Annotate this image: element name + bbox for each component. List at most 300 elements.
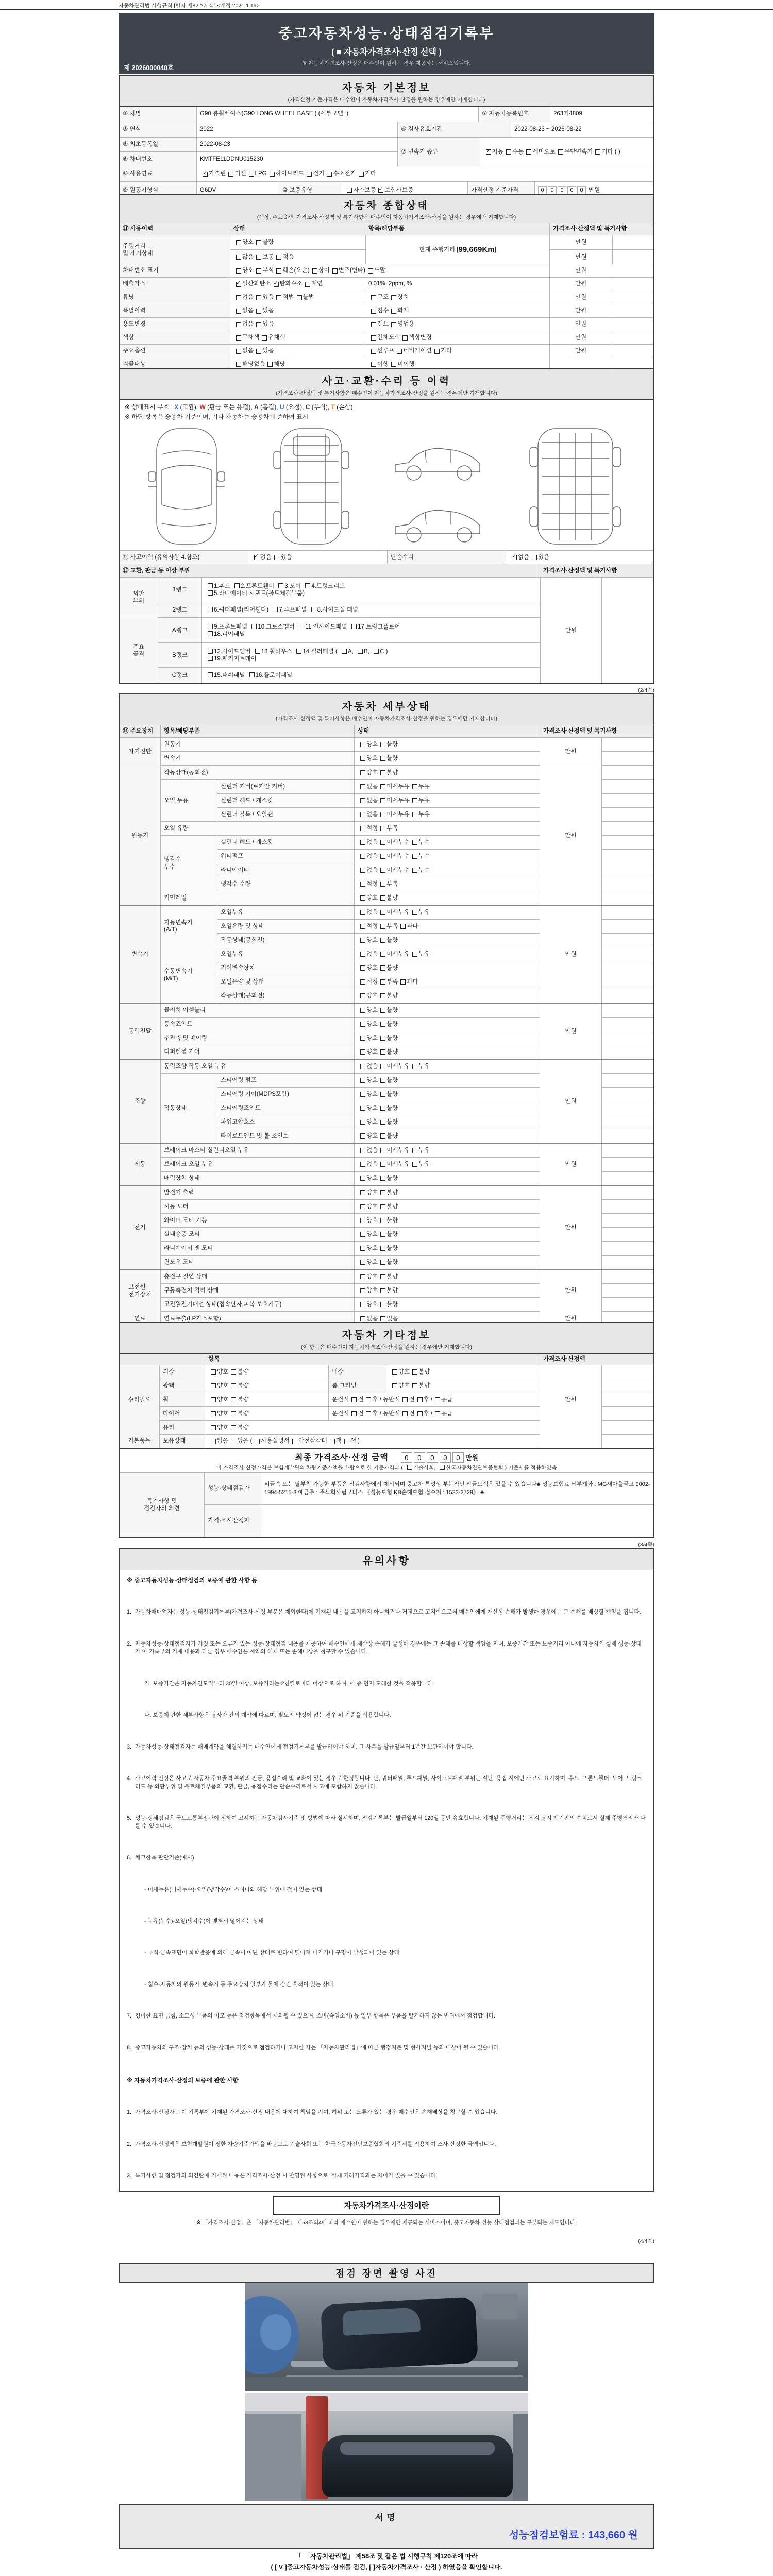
checkbox-unchecked[interactable] [380, 993, 385, 998]
table-row [120, 107, 653, 122]
checkbox-unchecked[interactable] [412, 910, 417, 915]
checkbox-unchecked[interactable] [360, 952, 365, 957]
notice-header [120, 1549, 653, 1570]
checkbox-unchecked[interactable] [360, 826, 365, 831]
checkbox-unchecked[interactable] [236, 295, 241, 300]
checkbox-unchecked[interactable] [360, 1022, 365, 1027]
checkbox-unchecked[interactable] [380, 1133, 385, 1139]
checkbox-unchecked[interactable] [412, 1383, 417, 1388]
checkbox-unchecked[interactable] [360, 854, 365, 859]
checkbox-unchecked[interactable] [506, 149, 511, 155]
device-group [120, 1144, 653, 1186]
checkbox-unchecked[interactable] [380, 952, 385, 957]
checkbox-unchecked[interactable] [412, 854, 417, 859]
checkbox-unchecked[interactable] [380, 938, 385, 943]
checkbox-unchecked[interactable] [380, 924, 385, 929]
price-digit: 0 [414, 1452, 425, 1463]
car-top-exterior-diagram [140, 425, 233, 548]
field-value: 없음 있음 ( 사용설명서 안전삼각대 잭 잭 ) [205, 1435, 540, 1448]
section-title: 자동차 기본정보 [342, 82, 431, 94]
table-row [602, 822, 653, 836]
checkbox-unchecked[interactable] [360, 1120, 365, 1125]
checkbox-unchecked[interactable] [360, 1260, 365, 1265]
item-label: 와이퍼 모터 기능 [161, 1214, 355, 1227]
checkbox-unchecked[interactable] [360, 1078, 365, 1083]
checkbox-checked[interactable] [203, 172, 208, 177]
checkbox-unchecked[interactable] [380, 895, 385, 901]
checkbox-unchecked[interactable] [297, 295, 302, 300]
rank-label: 2랭크 [158, 602, 202, 617]
field-value: 2022-08-23 ~ 2026-08-22 [511, 122, 653, 137]
checkbox-unchecked[interactable] [380, 1246, 385, 1251]
table-row [160, 1365, 540, 1379]
checkbox-unchecked[interactable] [360, 979, 365, 985]
checkbox-unchecked[interactable] [407, 1465, 412, 1470]
checkbox-unchecked[interactable] [307, 172, 312, 177]
checkbox-unchecked[interactable] [236, 335, 241, 341]
checkbox-unchecked[interactable] [360, 1008, 365, 1013]
table-row [161, 738, 540, 752]
final-price-band: 최종 가격조사·산정 금액 0 0 0 0 0 만원 이 가격조사·산정가격은 보험개발원의 차량기준가액을 바탕으로 한 기준가격과 ( 기술사회, 한국자동차진단보증협회 ) 기준서를 적용하였음 [120, 1449, 653, 1473]
checkbox-checked[interactable] [512, 555, 517, 560]
checkbox-unchecked[interactable] [380, 1288, 385, 1293]
checkbox-unchecked[interactable] [360, 924, 365, 929]
item-label: 라디에이터 [217, 863, 355, 877]
item-state: 양호 불량 [355, 1270, 540, 1283]
checkbox-unchecked[interactable] [412, 812, 417, 817]
table-row [161, 1045, 540, 1059]
checkbox-unchecked[interactable] [231, 1369, 236, 1375]
item-state: 없음 미세누유 누유 [355, 1060, 540, 1073]
field-label: 주행거리 및 계기상태 [120, 235, 230, 264]
checkbox-unchecked[interactable] [332, 268, 338, 274]
checkbox-unchecked[interactable] [412, 1369, 417, 1375]
checkbox-unchecked[interactable] [347, 188, 352, 193]
notice-item: 5. 성능·상태점검은 국토교통부장관이 정하여 고시하는 자동차검사기준 및 방법에 따라 실시하며, 점검기록부는 발급일부터 120일 동안 유효합니다. 기재된 주행거리는 점검 당시 계기판의 수치로서 실제 주행거리와 다를 수 있습니다. [127, 1815, 646, 1829]
item-label: 브레이크 오일 누유 [161, 1158, 355, 1171]
checkbox-unchecked[interactable] [211, 1411, 216, 1416]
checkbox-unchecked[interactable] [276, 268, 281, 274]
checkbox-unchecked[interactable] [359, 172, 364, 177]
item-label: 변속기 [161, 752, 355, 765]
rank-items: 6.쿼터패널(리어휀다) 7.루프패널 8.사이드실 패널 [202, 602, 540, 617]
checkbox-unchecked[interactable] [558, 149, 563, 155]
checkbox-unchecked[interactable] [417, 1397, 423, 1402]
checkbox-unchecked[interactable] [360, 1176, 365, 1181]
document-number: 제 2026000040호 [124, 64, 174, 72]
field-value: 없음 있음 [230, 304, 365, 317]
table-row [602, 1393, 653, 1407]
checkbox-unchecked[interactable] [380, 1148, 385, 1153]
checkbox-unchecked[interactable] [380, 1120, 385, 1125]
checkbox-unchecked[interactable] [249, 672, 255, 677]
device-group [120, 738, 653, 766]
checkbox-unchecked[interactable] [380, 1260, 385, 1265]
checkbox-unchecked[interactable] [256, 240, 261, 245]
checkbox-unchecked[interactable] [351, 1397, 357, 1402]
price-cell: 만원 [550, 304, 612, 317]
item-state: 양호 불량 [355, 1031, 540, 1045]
checkbox-unchecked[interactable] [380, 1049, 385, 1055]
table-row [217, 1101, 540, 1115]
checkbox-unchecked[interactable] [296, 649, 301, 654]
checkbox-unchecked[interactable] [360, 812, 365, 817]
checkbox-unchecked[interactable] [402, 1397, 408, 1402]
field-value: ✓ 자동 수동 세미오토 무단변속기 기타 ( ) [480, 138, 653, 166]
checkbox-unchecked[interactable] [208, 656, 213, 661]
table-cell: 상태 [355, 725, 540, 737]
checkbox-unchecked[interactable] [380, 770, 385, 775]
checkbox-unchecked[interactable] [360, 1246, 365, 1251]
checkbox-unchecked[interactable] [380, 1022, 385, 1027]
rank-label: A랭크 [158, 618, 202, 642]
checkbox-unchecked[interactable] [360, 770, 365, 775]
device-group [120, 1004, 653, 1060]
checkbox-unchecked[interactable] [360, 868, 365, 873]
checkbox-unchecked[interactable] [255, 1439, 260, 1444]
checkbox-unchecked[interactable] [526, 149, 531, 155]
field-label: 유리 [160, 1421, 205, 1434]
checkbox-unchecked[interactable] [402, 1411, 408, 1416]
checkbox-unchecked[interactable] [371, 349, 376, 354]
checkbox-unchecked[interactable] [262, 335, 267, 341]
checkbox-unchecked[interactable] [402, 335, 408, 341]
checkbox-unchecked[interactable] [360, 1106, 365, 1111]
checkbox-unchecked[interactable] [256, 255, 261, 260]
checkbox-unchecked[interactable] [371, 335, 376, 341]
checkbox-unchecked[interactable] [371, 309, 376, 314]
field-value: 없음 있음 [230, 318, 365, 331]
checkbox-checked[interactable] [274, 282, 279, 287]
checkbox-unchecked[interactable] [360, 1288, 365, 1293]
checkbox-unchecked[interactable] [231, 1397, 236, 1402]
checkbox-unchecked[interactable] [360, 1302, 365, 1307]
item-state: 없음 미세누수 누수 [355, 836, 540, 849]
notice-item: 3. 자동차성능·상태점검자는 매매계약을 체결하려는 매수인에게 점검기록부를 발급하여야 하며, 그 사본을 발급일부터 1년간 보관하여야 합니다. [127, 1743, 474, 1750]
checkbox-unchecked[interactable] [412, 1148, 417, 1153]
checkbox-unchecked[interactable] [412, 952, 417, 957]
field-value: ✓ 일산화탄소 ✓ 탄화수소 매연 [230, 278, 365, 291]
checkbox-unchecked[interactable] [360, 784, 365, 789]
checkbox-unchecked[interactable] [305, 282, 310, 287]
checkbox-unchecked[interactable] [360, 1092, 365, 1097]
checkbox-unchecked[interactable] [236, 240, 241, 245]
checkbox-unchecked[interactable] [380, 1106, 385, 1111]
checkbox-unchecked[interactable] [360, 756, 365, 761]
checkbox-unchecked[interactable] [371, 322, 376, 327]
checkbox-unchecked[interactable] [360, 882, 365, 887]
checkbox-unchecked[interactable] [274, 555, 279, 560]
checkbox-unchecked[interactable] [231, 1383, 236, 1388]
item-state: 양호 불량 [355, 1242, 540, 1255]
notice-item: - 누유(누수)-오일(냉각수)이 맺혀서 떨어지는 상태 [144, 1918, 264, 1925]
checkbox-unchecked[interactable] [360, 1133, 365, 1139]
checkbox-unchecked[interactable] [400, 924, 406, 929]
checkbox-unchecked[interactable] [380, 1092, 385, 1097]
checkbox-unchecked[interactable] [380, 1064, 385, 1069]
table-row [217, 863, 540, 877]
checkbox-unchecked[interactable] [360, 1316, 365, 1321]
checkbox-unchecked[interactable] [380, 742, 385, 747]
checkbox-unchecked[interactable] [236, 255, 241, 260]
checkbox-unchecked[interactable] [351, 1411, 357, 1416]
checkbox-unchecked[interactable] [276, 255, 281, 260]
checkbox-unchecked[interactable] [231, 1439, 236, 1444]
device-group [120, 906, 653, 1004]
checkbox-unchecked[interactable] [380, 798, 385, 803]
checkbox-unchecked[interactable] [360, 1036, 365, 1041]
car-diagrams [120, 422, 653, 551]
checkbox-unchecked[interactable] [371, 362, 376, 367]
checkbox-unchecked[interactable] [208, 607, 213, 612]
damage-code: T [331, 403, 335, 411]
checkbox-checked[interactable] [378, 188, 383, 193]
item-state: 양호 불량 [355, 1018, 540, 1031]
page-marker-3: (3/4쪽) [638, 1541, 654, 1548]
checkbox-unchecked[interactable] [292, 1439, 297, 1444]
checkbox-unchecked[interactable] [368, 268, 373, 274]
table-row [161, 1004, 540, 1018]
table-row [120, 551, 653, 564]
checkbox-unchecked[interactable] [360, 895, 365, 901]
price-cell: 만원 [550, 318, 612, 331]
checkbox-unchecked[interactable] [366, 1397, 371, 1402]
checkbox-unchecked[interactable] [374, 649, 379, 654]
checkbox-unchecked[interactable] [231, 1411, 236, 1416]
checkbox-unchecked[interactable] [380, 1316, 385, 1321]
item-state: 양호 불량 [355, 1129, 540, 1143]
checkbox-unchecked[interactable] [256, 268, 261, 274]
checkbox-unchecked[interactable] [234, 583, 240, 588]
field-label: 광택 [160, 1379, 205, 1393]
checkbox-unchecked[interactable] [435, 1411, 440, 1416]
checkbox-unchecked[interactable] [360, 1162, 365, 1167]
title-band [119, 13, 654, 74]
checkbox-unchecked[interactable] [380, 1036, 385, 1041]
checkbox-unchecked[interactable] [351, 624, 357, 629]
checkbox-unchecked[interactable] [380, 910, 385, 915]
checkbox-unchecked[interactable] [327, 172, 332, 177]
checkbox-unchecked[interactable] [236, 349, 241, 354]
checkbox-unchecked[interactable] [397, 349, 402, 354]
checkbox-unchecked[interactable] [360, 1232, 365, 1237]
checkbox-unchecked[interactable] [360, 1148, 365, 1153]
checkbox-unchecked[interactable] [276, 295, 281, 300]
checkbox-unchecked[interactable] [380, 854, 385, 859]
checkbox-unchecked[interactable] [312, 268, 317, 274]
checkbox-unchecked[interactable] [391, 362, 396, 367]
checkbox-unchecked[interactable] [360, 1218, 365, 1223]
checkbox-unchecked[interactable] [380, 1176, 385, 1181]
item-label: 발전기 출력 [161, 1186, 355, 1199]
checkbox-unchecked[interactable] [412, 784, 417, 789]
checkbox-unchecked[interactable] [434, 349, 440, 354]
checkbox-unchecked[interactable] [595, 149, 600, 155]
checkbox-unchecked[interactable] [380, 979, 385, 985]
checkbox-unchecked[interactable] [270, 172, 275, 177]
item-label: 실린더 헤드 / 개스킷 [217, 794, 355, 807]
field-label: ⑫ 사고이력 (유의사항 4.참조) [120, 551, 248, 564]
checkbox-unchecked[interactable] [380, 1078, 385, 1083]
checkbox-unchecked[interactable] [380, 965, 385, 971]
item-label: 냉각수 수량 [217, 877, 355, 891]
checkbox-unchecked[interactable] [344, 1439, 349, 1444]
checkbox-unchecked[interactable] [231, 1425, 236, 1430]
checkbox-unchecked[interactable] [330, 1439, 335, 1444]
checkbox-unchecked[interactable] [208, 631, 213, 636]
table-row [160, 1393, 540, 1407]
checkbox-unchecked[interactable] [412, 868, 417, 873]
checkbox-unchecked[interactable] [380, 784, 385, 789]
checkbox-unchecked[interactable] [267, 362, 273, 367]
table-row [602, 947, 653, 961]
checkbox-unchecked[interactable] [342, 649, 347, 654]
checkbox-unchecked[interactable] [380, 756, 385, 761]
checkbox-unchecked[interactable] [391, 322, 396, 327]
checkbox-unchecked[interactable] [391, 309, 396, 314]
checkbox-unchecked[interactable] [208, 624, 213, 629]
checkbox-unchecked[interactable] [278, 583, 283, 588]
checkbox-unchecked[interactable] [236, 322, 241, 327]
checkbox-unchecked[interactable] [236, 268, 241, 274]
section-subtitle: (이 항목은 매수인이 자동차가격조사·산정을 원하는 경우에만 기재합니다) [300, 1344, 473, 1350]
checkbox-unchecked[interactable] [211, 1369, 216, 1375]
field-value: G6DV [197, 182, 279, 198]
damage-code-legend: ※ 상태표시 부호 : X (교환), W (판금 또는 용접), A (흠집), U (요철), C (부식), T (손상) ※ 하단 항목은 승용차 기준이며, 기타 자동차는 승용차에 준하여 표시 [125, 403, 353, 421]
checkbox-unchecked[interactable] [305, 583, 310, 588]
checkbox-unchecked[interactable] [380, 1190, 385, 1195]
checkbox-unchecked[interactable] [251, 624, 257, 629]
checkbox-unchecked[interactable] [412, 840, 417, 845]
checkbox-unchecked[interactable] [412, 1162, 417, 1167]
checkbox-unchecked[interactable] [380, 1232, 385, 1237]
checkbox-unchecked[interactable] [380, 840, 385, 845]
checkbox-unchecked[interactable] [208, 649, 213, 654]
table-row [161, 1158, 540, 1172]
checkbox-checked[interactable] [486, 149, 491, 155]
table-row [120, 223, 653, 235]
field-value: 침수 화재 [365, 304, 550, 317]
checkbox-unchecked[interactable] [392, 1369, 397, 1375]
checkbox-unchecked[interactable] [360, 965, 365, 971]
checkbox-unchecked[interactable] [391, 295, 396, 300]
checkbox-unchecked[interactable] [249, 172, 254, 177]
checkbox-unchecked[interactable] [360, 910, 365, 915]
checkbox-unchecked[interactable] [211, 1383, 216, 1388]
table-row [602, 1407, 653, 1421]
checkbox-unchecked[interactable] [256, 309, 261, 314]
checkbox-unchecked[interactable] [392, 1383, 397, 1388]
checkbox-unchecked[interactable] [360, 742, 365, 747]
detail-state-header [120, 694, 653, 725]
checkbox-unchecked[interactable] [412, 798, 417, 803]
checkbox-unchecked[interactable] [360, 840, 365, 845]
damage-code: A [254, 403, 259, 411]
remarks-who: 성능·상태점검자 [205, 1473, 261, 1504]
checkbox-unchecked[interactable] [311, 607, 316, 612]
table-row [217, 989, 540, 1003]
field-value: 운전석 전 후 / 동반석 전 후 / 응급 [329, 1393, 540, 1406]
table-row [217, 906, 540, 920]
table-row [161, 1200, 540, 1214]
table-row [602, 1144, 653, 1158]
checkbox-unchecked[interactable] [208, 583, 213, 588]
price-digit: 0 [567, 186, 576, 194]
checkbox-unchecked[interactable] [360, 1190, 365, 1195]
table-row [602, 1060, 653, 1074]
subgroup-label: 자동변속기 (A/T) [161, 906, 217, 947]
checkbox-unchecked[interactable] [256, 295, 261, 300]
checkbox-unchecked[interactable] [236, 362, 241, 367]
checkbox-unchecked[interactable] [440, 1465, 445, 1470]
checkbox-unchecked[interactable] [273, 607, 278, 612]
checkbox-unchecked[interactable] [380, 882, 385, 887]
checkbox-unchecked[interactable] [255, 649, 260, 654]
checkbox-unchecked[interactable] [371, 295, 376, 300]
checkbox-unchecked[interactable] [360, 1049, 365, 1055]
checkbox-unchecked[interactable] [256, 349, 261, 354]
checkbox-unchecked[interactable] [208, 672, 213, 677]
checkbox-unchecked[interactable] [358, 649, 363, 654]
checkbox-unchecked[interactable] [366, 1411, 371, 1416]
checkbox-unchecked[interactable] [380, 812, 385, 817]
field-value: 렌트 영업용 [365, 318, 550, 331]
checkbox-unchecked[interactable] [208, 590, 213, 596]
checkbox-unchecked[interactable] [380, 1204, 385, 1209]
device-group [120, 1060, 653, 1144]
checkbox-unchecked[interactable] [360, 1064, 365, 1069]
field-value: 263거4809 [550, 107, 653, 122]
checkbox-unchecked[interactable] [380, 826, 385, 831]
checkbox-unchecked[interactable] [228, 172, 233, 177]
checkbox-unchecked[interactable] [236, 309, 241, 314]
item-state: 없음 미세누유 누유 [355, 947, 540, 961]
rank-label: 1랭크 [158, 578, 202, 602]
checkbox-unchecked[interactable] [211, 1397, 216, 1402]
item-state: 없음 미세누유 누유 [355, 780, 540, 793]
checkbox-unchecked[interactable] [256, 322, 261, 327]
checkbox-unchecked[interactable] [211, 1439, 216, 1444]
checkbox-unchecked[interactable] [360, 1204, 365, 1209]
checkbox-unchecked[interactable] [532, 555, 537, 560]
checkbox-checked[interactable] [254, 555, 259, 560]
checkbox-unchecked[interactable] [360, 938, 365, 943]
checkbox-unchecked[interactable] [380, 1218, 385, 1223]
final-price-label: 최종 가격조사·산정 금액 [295, 1453, 389, 1462]
checkbox-unchecked[interactable] [417, 1411, 423, 1416]
checkbox-unchecked[interactable] [380, 1302, 385, 1307]
checkbox-unchecked[interactable] [380, 1162, 385, 1167]
item-state: 없음 미세누유 누유 [355, 794, 540, 807]
checkbox-unchecked[interactable] [435, 1397, 440, 1402]
checkbox-unchecked[interactable] [380, 868, 385, 873]
checkbox-unchecked[interactable] [211, 1425, 216, 1430]
field-label: ① 차명 [120, 107, 197, 122]
checkbox-unchecked[interactable] [400, 979, 406, 985]
table-row [602, 1101, 653, 1115]
table-row [120, 278, 653, 291]
checkbox-checked[interactable] [236, 282, 241, 287]
checkbox-unchecked[interactable] [380, 1274, 385, 1279]
checkbox-unchecked[interactable] [299, 624, 304, 629]
checkbox-unchecked[interactable] [360, 993, 365, 998]
table-row [160, 1421, 540, 1435]
checkbox-unchecked[interactable] [412, 1064, 417, 1069]
remarks-row [205, 1473, 653, 1505]
checkbox-unchecked[interactable] [380, 1008, 385, 1013]
checkbox-unchecked[interactable] [360, 1274, 365, 1279]
checkbox-unchecked[interactable] [360, 798, 365, 803]
